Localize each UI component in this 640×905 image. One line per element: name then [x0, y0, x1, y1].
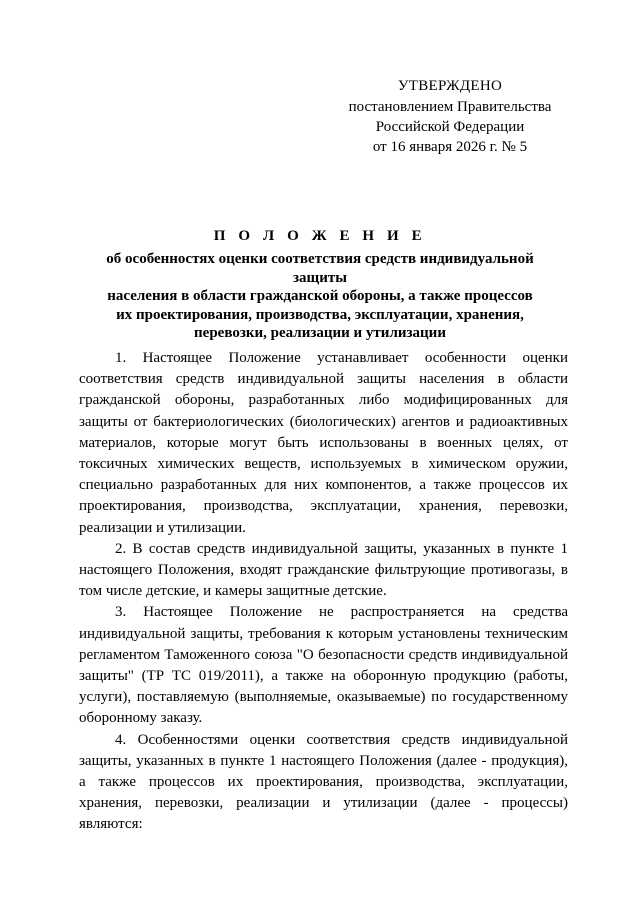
paragraph-4: 4. Особенностями оценки соответствия средств индивидуальной защиты, указанных в пункте 1 настоящего Положения (далее - продукция), а также процессов их проектирования, производства, эксплуатации, хранения, перевозки, реализации и утилизации (далее - процессы) являются: [79, 731, 568, 833]
approval-line-3: от 16 января 2026 г. № 5 [372, 139, 528, 155]
paragraph-3: 3. Настоящее Положение не распространяется на средства индивидуальной защиты, требования к которым установлены техническим регламентом Таможенного союза "О безопасности средств индивидуальной защиты" (ТР ТС 019/2011), а также на оборонную продукцию (работы, услуги), поставляемую (выполняемые, оказываемые) по государственному оборонному заказу. [79, 604, 568, 727]
approval-title: УТВЕРЖДЕНО [397, 78, 503, 94]
approval-block [340, 76, 560, 157]
subtitle-line: населения в области гражданской обороны, а также процессов [107, 288, 533, 304]
document-body [79, 348, 568, 836]
document-title: П О Л О Ж Е Н И Е [213, 228, 427, 244]
subtitle-line: перевозки, реализации и утилизации [194, 325, 446, 341]
paragraph-2: 2. В состав средств индивидуальной защиты, указанных в пункте 1 настоящего Положения, входят гражданские фильтрующие противогазы, в том числе детские, и камеры защитные детские. [79, 540, 568, 600]
document-subtitle [80, 250, 560, 343]
paragraph-1: 1. Настоящее Положение устанавливает особенности оценки соответствия средств индивидуальной защиты населения в области гражданской обороны, разработанных либо модифицированных для защиты от бактериологических (биологических) агентов и радиоактивных материалов, которые могут быть использованы в военных целях, от токсичных химических веществ, используемых в химическом оружии, специально разработанных для них компонентов, а также процессов их проектирования, производства, эксплуатации, хранения, перевозки, реализации и утилизации. [79, 350, 568, 536]
subtitle-line: их проектирования, производства, эксплуатации, хранения, [116, 306, 524, 323]
approval-line-1: постановлением Правительства [348, 99, 552, 115]
subtitle-line: об особенностях оценки соответствия средств индивидуальной защиты [106, 251, 534, 286]
approval-line-2: Российской Федерации [375, 119, 525, 135]
